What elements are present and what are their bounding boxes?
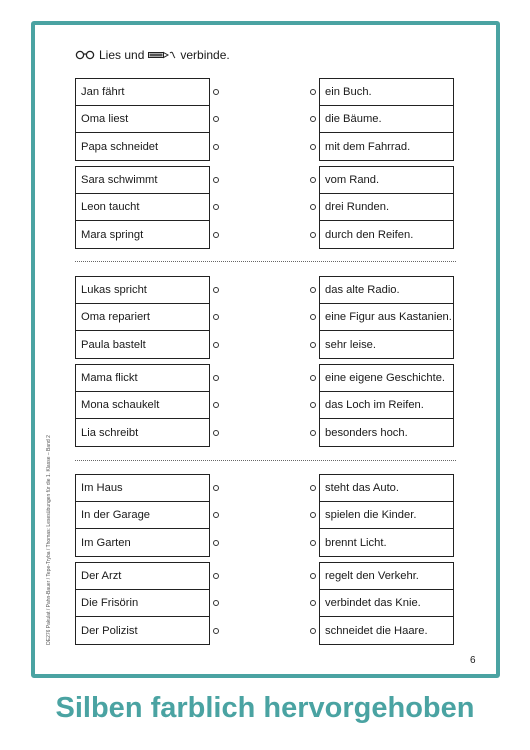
sentence-end: [320, 133, 453, 160]
right-sentence-box: [319, 474, 454, 557]
sentence-start: [76, 475, 209, 502]
footer-caption: Silben farblich hervorgehoben: [55, 692, 475, 724]
right-sentence-box: [319, 364, 454, 447]
sentence-text: vom Rand.: [325, 174, 380, 186]
connector-dot[interactable]: [213, 314, 219, 320]
sentence-end: [320, 475, 453, 502]
sentence-text: besonders hoch.: [325, 426, 408, 439]
sentence-text: Im Garten: [81, 536, 131, 549]
sentence-end: [320, 304, 453, 331]
connector-dot[interactable]: [310, 600, 316, 606]
sentence-start: [76, 331, 209, 358]
connector-dot[interactable]: [310, 144, 316, 150]
connector-dot[interactable]: [310, 204, 316, 210]
section-divider: [75, 261, 456, 262]
sentence-text: Der Arzt: [81, 570, 122, 582]
sentence-text: Sara schwimmt: [81, 174, 158, 186]
right-sentence-box: [319, 166, 454, 249]
connector-dot[interactable]: [213, 89, 219, 95]
connector-dot[interactable]: [310, 540, 316, 546]
connector-dot[interactable]: [310, 402, 316, 408]
connector-dot[interactable]: [310, 116, 316, 122]
sentence-start: [76, 617, 209, 644]
connector-dot[interactable]: [213, 402, 219, 408]
sentence-text: schneidet die Haare.: [325, 624, 428, 637]
sentence-text: eine Figur aus Kastanien.: [325, 311, 452, 323]
sentence-start: [76, 590, 209, 617]
connector-dot[interactable]: [213, 540, 219, 546]
sentence-text: Jan fährt: [81, 86, 125, 98]
sentence-start: [76, 133, 209, 160]
sentence-start: [76, 79, 209, 106]
connector-dot[interactable]: [213, 485, 219, 491]
sentence-text: Der Polizist: [81, 624, 138, 637]
sentence-text: In der Garage: [81, 509, 151, 521]
sentence-text: Lukas spricht: [81, 284, 147, 296]
sentence-text: Mara springt: [81, 228, 144, 241]
connector-dot[interactable]: [213, 116, 219, 122]
connector-dot[interactable]: [310, 314, 316, 320]
right-sentence-box: [319, 276, 454, 359]
sentence-text: Lia schreibt: [81, 426, 139, 439]
sentence-end: [320, 365, 453, 392]
sentence-start: [76, 365, 209, 392]
sentence-text: regelt den Verkehr.: [325, 570, 419, 582]
sentence-start: [76, 221, 209, 248]
section-divider: [75, 460, 456, 461]
connector-dot[interactable]: [213, 375, 219, 381]
connector-dot[interactable]: [310, 232, 316, 238]
connector-dot[interactable]: [213, 287, 219, 293]
left-sentence-box: [75, 166, 210, 249]
sentence-text: steht das Auto.: [325, 482, 400, 494]
glasses-icon: [75, 50, 95, 60]
sentence-start: [76, 419, 209, 446]
connector-dot[interactable]: [213, 177, 219, 183]
connector-dot[interactable]: [310, 177, 316, 183]
side-note: DE276 Pakulat / Pahn-Bauer / Tepe-Tryba / Thomas: Lesesübungen für die 1. Klasse – Band 2: [46, 435, 52, 645]
sentence-text: drei Runden.: [325, 201, 390, 213]
sentence-text: sehr leise.: [325, 338, 376, 351]
sentence-start: [76, 392, 209, 419]
sentence-start: [76, 563, 209, 590]
sentence-start: [76, 304, 209, 331]
sentence-text: brennt Licht.: [325, 536, 387, 549]
sentence-text: Im Haus: [81, 482, 123, 494]
sentence-text: mit dem Fahrrad.: [325, 140, 411, 153]
connector-dot[interactable]: [310, 512, 316, 518]
connector-dot[interactable]: [310, 573, 316, 579]
connector-dot[interactable]: [310, 287, 316, 293]
left-sentence-box: [75, 562, 210, 645]
sentence-end: [320, 529, 453, 556]
sentence-text: das Loch im Reifen.: [325, 399, 424, 411]
pencil-icon: [148, 50, 176, 60]
sentence-end: [320, 392, 453, 419]
sentence-text: eine eigene Geschichte.: [325, 372, 446, 384]
connector-dot[interactable]: [213, 573, 219, 579]
connector-dot[interactable]: [213, 628, 219, 634]
sentence-text: spielen die Kinder.: [325, 509, 417, 521]
sentence-end: [320, 590, 453, 617]
sentence-text: Paula bastelt: [81, 338, 146, 351]
sentence-text: Mona schaukelt: [81, 399, 160, 411]
connector-dot[interactable]: [310, 342, 316, 348]
sentence-end: [320, 79, 453, 106]
connector-dot[interactable]: [213, 342, 219, 348]
sentence-end: [320, 502, 453, 529]
connector-dot[interactable]: [310, 430, 316, 436]
connector-dot[interactable]: [213, 512, 219, 518]
connector-dot[interactable]: [310, 485, 316, 491]
sentence-end: [320, 106, 453, 133]
left-sentence-box: [75, 364, 210, 447]
sentence-start: [76, 502, 209, 529]
instruction-connect-label: verbinde.: [180, 48, 230, 62]
left-sentence-box: [75, 78, 210, 161]
sentence-end: [320, 617, 453, 644]
left-sentence-box: [75, 276, 210, 359]
sentence-start: [76, 106, 209, 133]
sentence-start: [76, 194, 209, 221]
sentence-end: [320, 563, 453, 590]
connector-dot[interactable]: [213, 232, 219, 238]
sentence-text: Oma repariert: [81, 311, 151, 323]
sentence-text: die Bäume.: [325, 113, 382, 125]
connector-dot[interactable]: [310, 375, 316, 381]
connector-dot[interactable]: [213, 600, 219, 606]
sentence-end: [320, 194, 453, 221]
sentence-start: [76, 277, 209, 304]
sentence-start: [76, 529, 209, 556]
left-sentence-box: [75, 474, 210, 557]
sentence-text: Mama flickt: [81, 372, 138, 384]
sentence-end: [320, 331, 453, 358]
connector-dot[interactable]: [310, 628, 316, 634]
sentence-text: Oma liest: [81, 113, 129, 125]
sentence-end: [320, 277, 453, 304]
sentence-end: [320, 419, 453, 446]
sentence-end: [320, 167, 453, 194]
instruction-read-label: Lies und: [99, 48, 145, 62]
sentence-start: [76, 167, 209, 194]
sentence-text: ein Buch.: [325, 86, 372, 98]
right-sentence-box: [319, 562, 454, 645]
sentence-text: durch den Reifen.: [325, 228, 414, 241]
sentence-text: Die Frisörin: [81, 597, 139, 609]
sentence-text: Leon taucht: [81, 201, 140, 213]
sentence-text: Papa schneidet: [81, 140, 159, 153]
connector-dot[interactable]: [310, 89, 316, 95]
connector-dot[interactable]: [213, 204, 219, 210]
connector-dot[interactable]: [213, 144, 219, 150]
sentence-text: das alte Radio.: [325, 284, 400, 296]
sentence-text: verbindet das Knie.: [325, 597, 421, 609]
page-number: 6: [470, 655, 476, 666]
connector-dot[interactable]: [213, 430, 219, 436]
instruction: [75, 48, 230, 62]
sentence-end: [320, 221, 453, 248]
right-sentence-box: [319, 78, 454, 161]
